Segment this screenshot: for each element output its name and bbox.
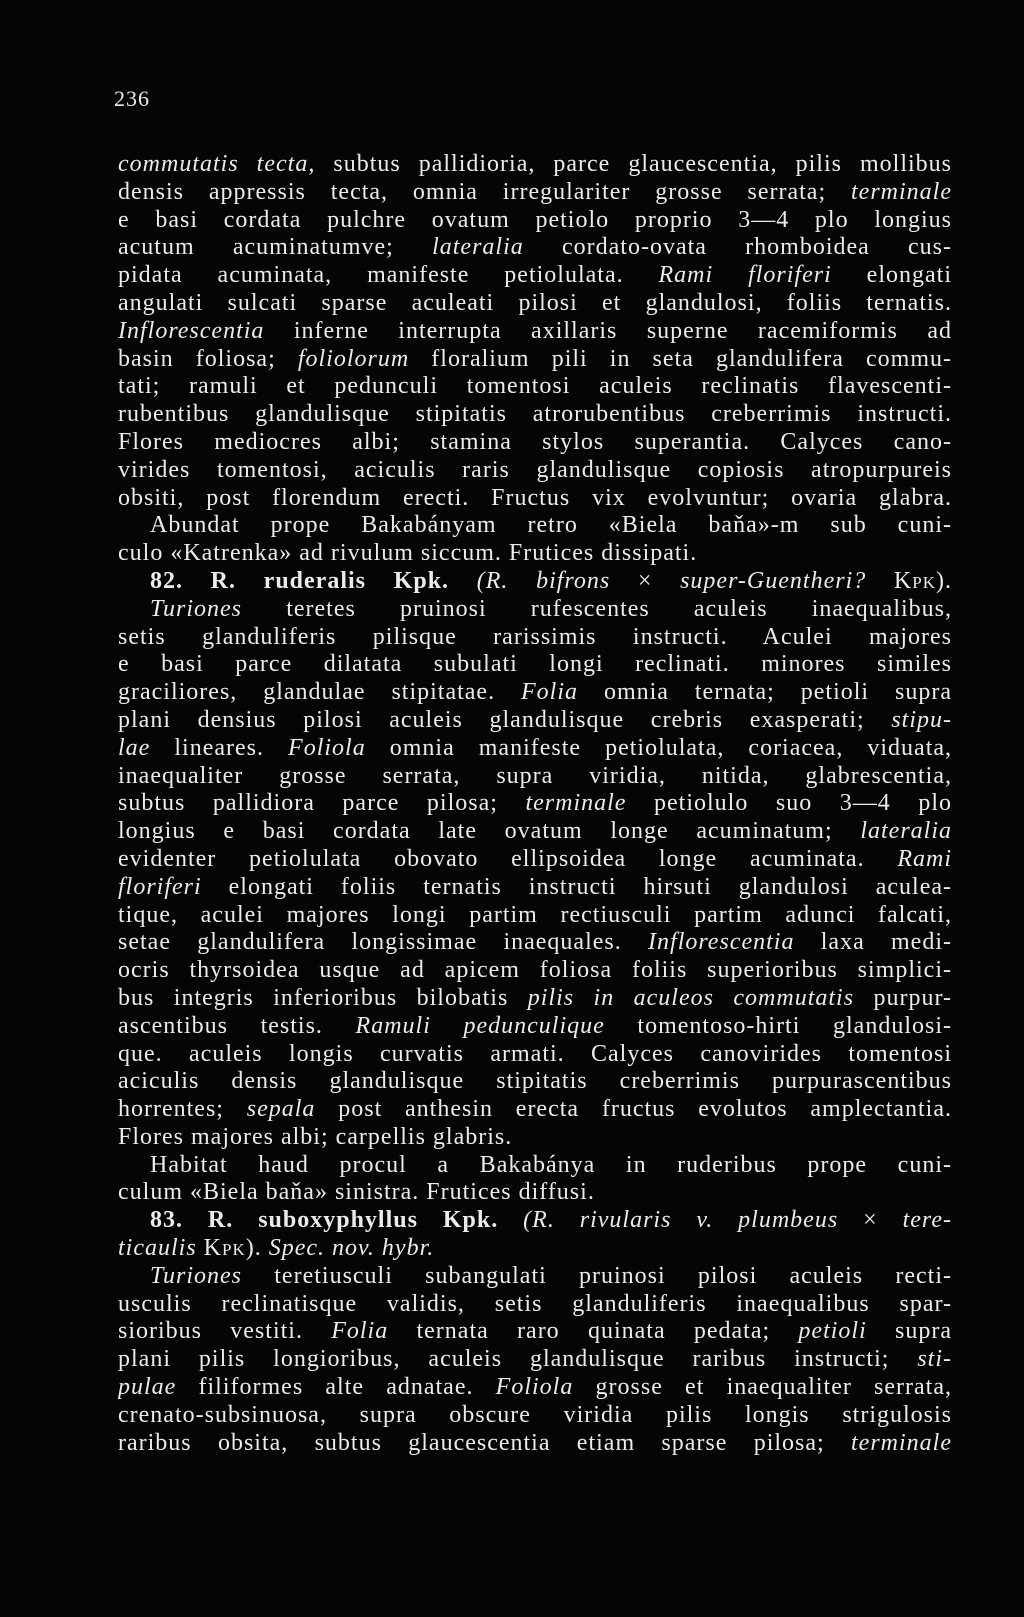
text-run: post anthesin erecta fructus evolutos amplectantia. <box>315 1096 952 1123</box>
text-line <box>118 1124 952 1152</box>
text-run: raribus obsita, subtus glaucescentia etiam sparse pilosa; <box>118 1429 852 1456</box>
text-run: e basi cordata pulchre ovatum petiolo proprio 3—4 plo longius <box>118 206 952 233</box>
text-line <box>118 874 952 902</box>
text-run: plani densius pilosi aculeis glandulisque crebris exasperati; <box>118 706 892 733</box>
text-run: subtus pallidiora parce pilosa; <box>118 790 526 817</box>
text-line <box>118 624 952 652</box>
italic-text: lateralia <box>432 234 524 261</box>
text-line <box>118 179 952 207</box>
text-line <box>118 1430 952 1458</box>
italic-text: (R. bifrons <box>476 567 611 594</box>
text-run: ocris thyrsoidea usque ad apicem foliosa foliis superioribus simplici- <box>118 957 952 984</box>
text-line <box>118 596 952 624</box>
text-line <box>118 234 952 262</box>
text-run: aciculis densis glandulisque stipitatis creberrimis purpurascentibus <box>118 1068 952 1095</box>
small-caps-author: Kpk <box>203 1235 246 1262</box>
text-run: teretiusculi subangulati pruinosi pilosi aculeis recti- <box>242 1262 952 1289</box>
text-run: tati; ramuli et pedunculi tomentosi aculeis reclinatis flavescenti- <box>118 373 952 400</box>
text-line <box>118 290 952 318</box>
italic-text: petioli <box>798 1318 867 1345</box>
page-number: 236 <box>114 86 150 111</box>
text-line <box>118 902 952 930</box>
italic-text: (R. rivularis v. plumbeus <box>523 1207 839 1234</box>
text-line <box>118 262 952 290</box>
text-line <box>118 957 952 985</box>
text-run: horrentes; <box>118 1096 247 1123</box>
italic-text: Spec. nov. hybr. <box>268 1235 435 1262</box>
bold-species-heading: 83. R. suboxyphyllus Kpk. <box>150 1207 524 1234</box>
text-run: angulati sulcati sparse aculeati pilosi et glandulosi, foliis ternatis. <box>118 289 952 316</box>
text-run: setis glanduliferis pilisque rarissimis instructi. Aculei majores <box>118 623 952 650</box>
italic-text: Inflorescentia <box>118 317 265 344</box>
text-run: Habitat haud procul a Bakabánya in ruderibus prope cuni- <box>150 1151 952 1178</box>
italic-text: Folia <box>331 1318 389 1345</box>
small-caps-author: Kpk <box>893 567 936 594</box>
text-line <box>118 151 952 179</box>
text-line <box>118 763 952 791</box>
text-run: lineares. <box>150 734 289 761</box>
text-run: rubentibus glandulisque stipitatis atrorubentibus creberrimis instructi. <box>118 401 952 428</box>
text-run: setae glandulifera longissimae inaequales. <box>118 929 649 956</box>
text-line <box>118 846 952 874</box>
italic-text: pulae <box>118 1374 177 1401</box>
text-line <box>118 1179 952 1207</box>
text-run: ). <box>936 567 952 594</box>
text-run: plani pilis longioribus, aculeis glandulisque raribus instructi; <box>118 1346 918 1373</box>
text-run: petiolulo suo 3—4 plo <box>626 790 952 817</box>
text-line <box>118 679 952 707</box>
italic-text: Turiones <box>150 1262 243 1289</box>
text-run: omnia manifeste petiolulata, coriacea, viduata, <box>365 734 952 761</box>
text-run: bus integris inferioribus bilobatis <box>118 984 528 1011</box>
text-run: culo «Katrenka» ad rivulum siccum. Frutices dissipati. <box>118 540 698 567</box>
italic-text: Ramuli pedunculique <box>355 1012 605 1039</box>
text-run: tomentoso-hirti glandulosi- <box>604 1012 952 1039</box>
text-run: inferne interrupta axillaris superne racemiformis ad <box>264 317 952 344</box>
text-run: subtus pallidioria, parce glaucescentia, pilis mollibus <box>315 151 952 177</box>
text-run: inaequaliter grosse serrata, supra viridia, nitida, glabrescentia, <box>118 762 952 789</box>
text-line <box>118 1152 952 1180</box>
italic-text: terminale <box>525 790 627 817</box>
text-run: elongati foliis ternatis instructi hirsuti glandulosi aculea- <box>201 873 952 900</box>
text-line <box>118 318 952 346</box>
italic-text: commutatis tecta, <box>118 151 316 177</box>
text-line <box>118 929 952 957</box>
text-run: virides tomentosi, aciculis raris glandulisque copiosis atropurpureis <box>118 456 952 483</box>
hybrid-cross-symbol: × <box>610 567 681 594</box>
italic-text: Foliola <box>495 1374 574 1401</box>
text-line <box>118 1374 952 1402</box>
italic-text: terminale <box>851 178 952 205</box>
text-run: ternata raro quinata pedata; <box>388 1318 799 1345</box>
italic-text: sti- <box>917 1346 952 1373</box>
text-run: elongati <box>831 262 952 289</box>
text-run: teretes pruinosi rufescentes aculeis inaequalibus, <box>242 595 952 622</box>
text-line <box>118 1235 952 1263</box>
text-line <box>118 429 952 457</box>
hybrid-cross-symbol: × <box>838 1207 903 1234</box>
text-run: usculis reclinatisque validis, setis glanduliferis inaequalibus spar- <box>118 1290 952 1317</box>
italic-text: terminale <box>851 1429 952 1456</box>
text-line <box>118 1096 952 1124</box>
text-run: floralium pili in seta glandulifera commu- <box>409 345 952 372</box>
text-run: cordato-ovata rhomboidea cus- <box>523 234 952 261</box>
italic-text: ticaulis <box>118 1235 204 1262</box>
text-run: purpur- <box>854 984 952 1011</box>
text-line <box>118 207 952 235</box>
text-line <box>118 707 952 735</box>
text-run: ascentibus testis. <box>118 1012 356 1039</box>
italic-text: lateralia <box>860 818 952 845</box>
italic-text: stipu- <box>891 706 952 733</box>
italic-text: Turiones <box>150 595 243 622</box>
text-run: evidenter petiolulata obovato ellipsoidea longe acuminata. <box>118 845 898 872</box>
species-heading-line <box>118 1207 952 1235</box>
italic-text: Rami floriferi <box>658 262 832 289</box>
text-run: Abundat prope Bakabányam retro «Biela baňa»-m sub cuni- <box>150 512 952 539</box>
italic-text: Inflorescentia <box>648 929 795 956</box>
text-line <box>118 1346 952 1374</box>
text-line <box>118 1041 952 1069</box>
italic-text: super-Guentheri? <box>680 567 894 594</box>
text-line <box>118 735 952 763</box>
text-run: sioribus vestiti. <box>118 1318 332 1345</box>
italic-text: sepala <box>246 1096 316 1123</box>
text-run: acutum acuminatumve; <box>118 234 433 261</box>
text-run: obsiti, post florendum erecti. Fructus vix evolvuntur; ovaria glabra. <box>118 484 952 511</box>
italic-text: lae <box>118 734 151 761</box>
text-line <box>118 1263 952 1291</box>
text-line <box>118 1402 952 1430</box>
text-run: Flores majores albi; carpellis glabris. <box>118 1123 513 1150</box>
text-line <box>118 651 952 679</box>
text-line <box>118 1013 952 1041</box>
bold-species-heading: 82. R. ruderalis Kpk. <box>150 567 477 594</box>
species-heading-line <box>118 568 952 596</box>
text-line <box>118 485 952 513</box>
italic-text: Folia <box>521 679 579 706</box>
text-line <box>118 790 952 818</box>
text-run: supra <box>866 1318 952 1345</box>
text-run: basin foliosa; <box>118 345 298 372</box>
text-line <box>118 1318 952 1346</box>
italic-text: pilis in aculeos commutatis <box>527 984 855 1011</box>
text-run: tique, aculei majores longi partim rectiusculi partim adunci falcati, <box>118 901 952 928</box>
text-line <box>118 346 952 374</box>
text-line <box>118 457 952 485</box>
italic-text: floriferi <box>118 873 202 900</box>
text-run: longius e basi cordata late ovatum longe acuminatum; <box>118 818 861 845</box>
italic-text: Foliola <box>288 734 366 761</box>
text-run: laxa medi- <box>794 929 952 956</box>
text-line <box>118 1068 952 1096</box>
text-run: e basi parce dilatata subulati longi reclinati. minores similes <box>118 651 952 678</box>
text-run: culum «Biela baňa» sinistra. Frutices diffusi. <box>118 1179 595 1206</box>
italic-text: tere- <box>902 1207 952 1234</box>
text-run: graciliores, glandulae stipitatae. <box>118 679 522 706</box>
text-line <box>118 512 952 540</box>
italic-text: foliolorum <box>297 345 410 372</box>
text-run: omnia ternata; petioli supra <box>578 679 952 706</box>
text-run: ). <box>245 1235 269 1262</box>
text-run: filiformes alte adnatae. <box>176 1374 496 1401</box>
text-line <box>118 1291 952 1319</box>
text-line <box>118 540 952 568</box>
text-run: densis appressis tecta, omnia irregulariter grosse serrata; <box>118 178 852 205</box>
text-run: que. aculeis longis curvatis armati. Calyces canovirides tomentosi <box>118 1040 952 1067</box>
text-run: grosse et inaequaliter serrata, <box>573 1374 952 1401</box>
text-line <box>118 985 952 1013</box>
text-line <box>118 373 952 401</box>
text-run: pidata acuminata, manifeste petiolulata. <box>118 262 659 289</box>
text-line <box>118 818 952 846</box>
text-run: crenato-subsinuosa, supra obscure viridia pilis longis strigulosis <box>118 1401 952 1428</box>
italic-text: Rami <box>897 845 952 872</box>
text-run: Flores mediocres albi; stamina stylos superantia. Calyces cano- <box>118 428 952 455</box>
text-line <box>118 401 952 429</box>
page-body <box>118 151 952 1457</box>
